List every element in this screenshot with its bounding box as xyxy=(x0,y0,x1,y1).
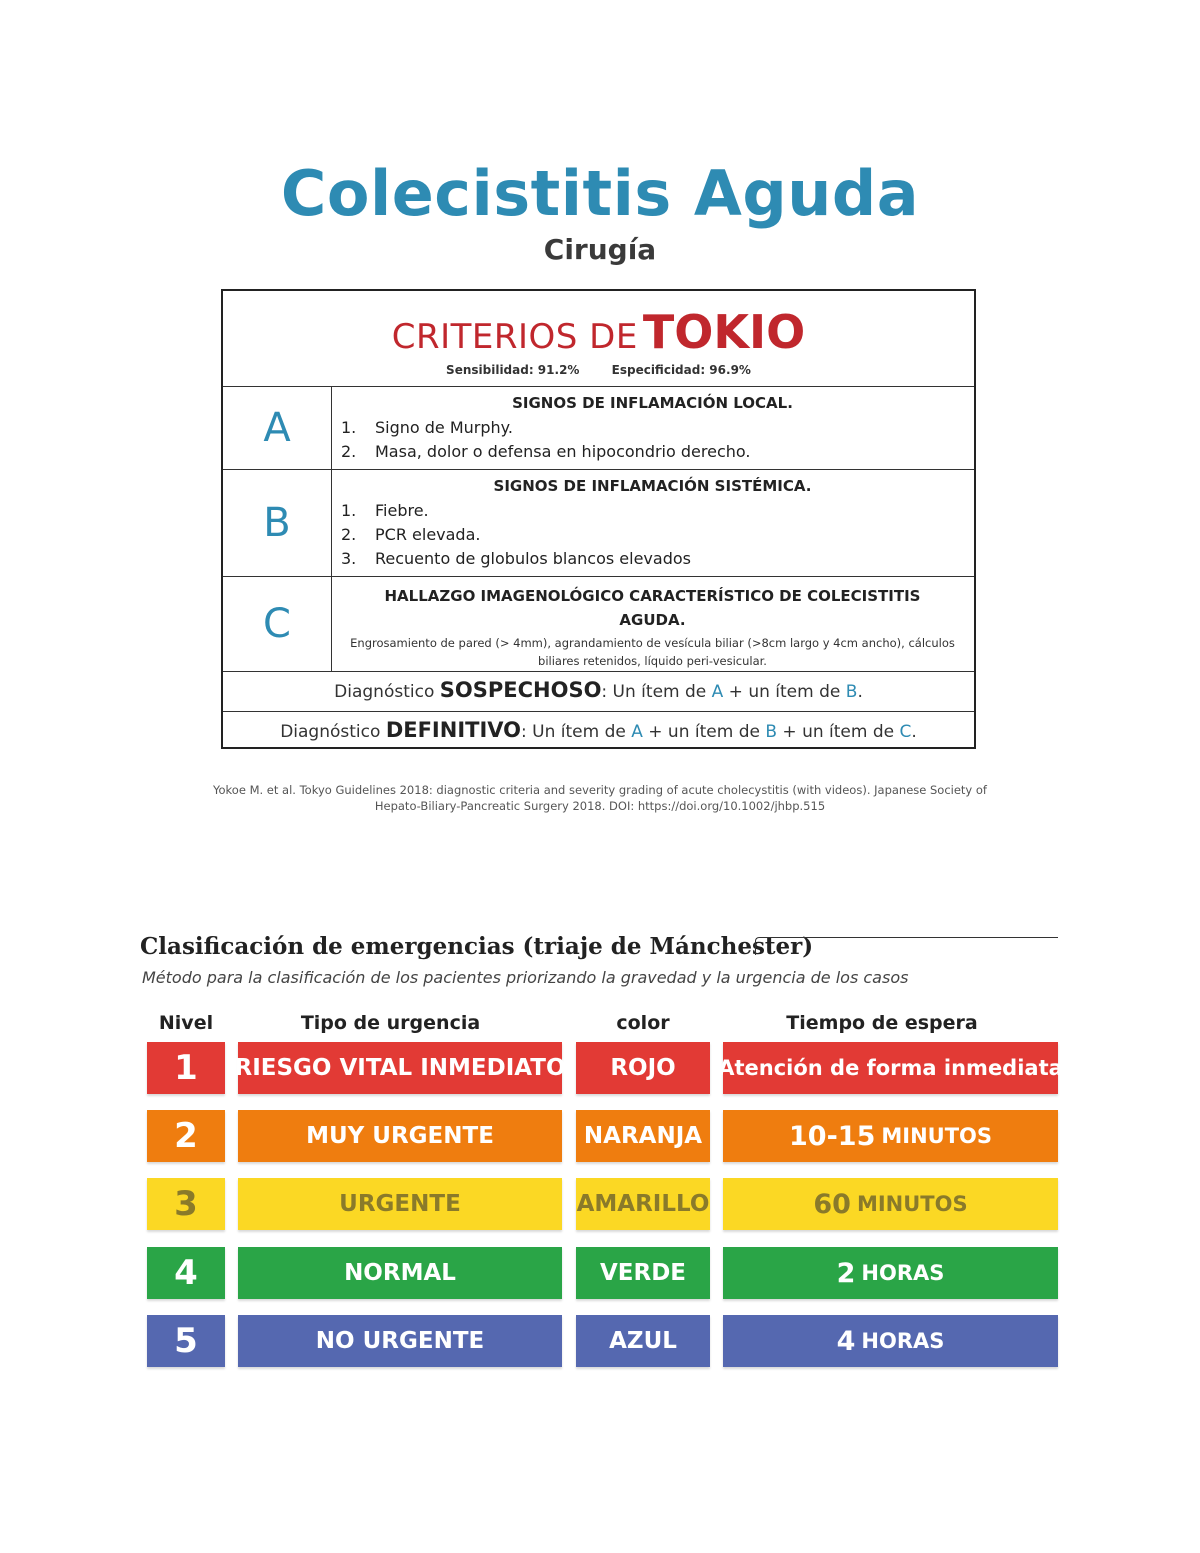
criteria-row-c xyxy=(223,576,974,672)
triage-row-4-tipo-cell: NORMAL xyxy=(238,1247,562,1299)
criteria-letter-a: A xyxy=(223,386,332,469)
header-nivel: Nivel xyxy=(158,1012,214,1034)
tokyo-title xyxy=(223,307,974,368)
triage-row-4-nivel-cell: 4 xyxy=(147,1247,225,1299)
manchester-subtitle: Método para la clasificación de los pacientes priorizando la gravedad y la urgencia de los casos xyxy=(142,968,909,987)
diagnosis-suspected-keyword: SOSPECHOSO xyxy=(439,678,602,702)
tokyo-title-tokio: TOKIO xyxy=(642,305,806,359)
page-title: Colecistitis Aguda xyxy=(280,157,920,230)
criteria-text-c: Engrosamiento de pared (> 4mm), agrandamiento de vesícula biliar (>8cm largo y 4cm ancho), cálculos biliares retenidos, líquido peri-vesicular. xyxy=(350,636,955,668)
triage-row-4-tiempo-cell: 2 HORAS xyxy=(723,1247,1058,1299)
criteria-heading-c: HALLAZGO IMAGENOLÓGICO CARACTERÍSTICO DE COLECISTITIS AGUDA. xyxy=(384,587,921,629)
triage-row-1-tipo-cell: RIESGO VITAL INMEDIATO xyxy=(238,1042,562,1094)
reference-citation: Yokoe M. et al. Tokyo Guidelines 2018: diagnostic criteria and severity grading of acute cholecystitis (with videos). Japanese Society of Hepato-Biliary-Pancreatic Surgery 2018. DOI: https://doi.org/10.1002/jhbp.515 xyxy=(213,783,987,813)
diagnosis-suspected-row xyxy=(223,671,974,712)
triage-row-3-tipo-cell: URGENTE xyxy=(238,1178,562,1230)
tokyo-criteria-table xyxy=(221,289,976,749)
page-subtitle: Cirugía xyxy=(543,233,657,266)
triage-row-4-color-cell: VERDE xyxy=(576,1247,710,1299)
triage-row-2-color-cell: NARANJA xyxy=(576,1110,710,1162)
triage-row-5-color-cell: AZUL xyxy=(576,1315,710,1367)
list-item: 2. PCR elevada. xyxy=(341,525,481,544)
criteria-heading-b: SIGNOS DE INFLAMACIÓN SISTÉMICA. xyxy=(493,477,812,495)
triage-row-1-color-cell: ROJO xyxy=(576,1042,710,1094)
triage-row-2-nivel-cell: 2 xyxy=(147,1110,225,1162)
triage-row-1-nivel-cell: 1 xyxy=(147,1042,225,1094)
criteria-letter-c: C xyxy=(223,576,332,671)
triage-row-5-tiempo-cell: 4 HORAS xyxy=(723,1315,1058,1367)
tokyo-stats xyxy=(223,363,974,377)
sensibilidad: Sensibilidad: 91.2% xyxy=(446,363,580,377)
triage-row-5-tipo-cell: NO URGENTE xyxy=(238,1315,562,1367)
title-rule xyxy=(755,937,1058,955)
header-tiempo: Tiempo de espera xyxy=(786,1012,978,1034)
list-item: 1. Signo de Murphy. xyxy=(341,418,513,437)
header-tipo: Tipo de urgencia xyxy=(300,1012,481,1034)
tokyo-title-criterios: CRITERIOS DE xyxy=(391,317,638,357)
manchester-title: Clasificación de emergencias (triaje de Mánchester) xyxy=(140,933,814,960)
list-item: 1. Fiebre. xyxy=(341,501,429,520)
triage-row-1-tiempo-cell: Atención de forma inmediata xyxy=(723,1042,1058,1094)
tokyo-header xyxy=(223,291,974,387)
list-item: 2. Masa, dolor o defensa en hipocondrio derecho. xyxy=(341,442,751,461)
triage-row-3-color-cell: AMARILLO xyxy=(576,1178,710,1230)
diagnosis-definitive: Diagnóstico DEFINITIVO: Un ítem de A + un ítem de B + un ítem de C. xyxy=(280,718,917,742)
diagnosis-suspected: Diagnóstico SOSPECHOSO: Un ítem de A + un ítem de B. xyxy=(334,678,863,702)
criteria-letter-b: B xyxy=(223,469,332,576)
triage-row-3-tiempo-cell: 60 MINUTOS xyxy=(723,1178,1058,1230)
criteria-list-a xyxy=(341,416,974,464)
diagnosis-definitive-keyword: DEFINITIVO xyxy=(385,718,522,742)
triage-row-5-nivel-cell: 5 xyxy=(147,1315,225,1367)
list-item: 3. Recuento de globulos blancos elevados xyxy=(341,549,691,568)
header-color: color xyxy=(616,1012,670,1034)
criteria-row-a xyxy=(223,386,974,470)
criteria-list-b xyxy=(341,499,974,571)
especificidad: Especificidad: 96.9% xyxy=(611,363,751,377)
criteria-heading-a: SIGNOS DE INFLAMACIÓN LOCAL. xyxy=(512,394,793,412)
criteria-row-b xyxy=(223,469,974,577)
triage-row-3-nivel-cell: 3 xyxy=(147,1178,225,1230)
triage-row-2-tiempo-cell: 10-15 MINUTOS xyxy=(723,1110,1058,1162)
triage-row-2-tipo-cell: MUY URGENTE xyxy=(238,1110,562,1162)
